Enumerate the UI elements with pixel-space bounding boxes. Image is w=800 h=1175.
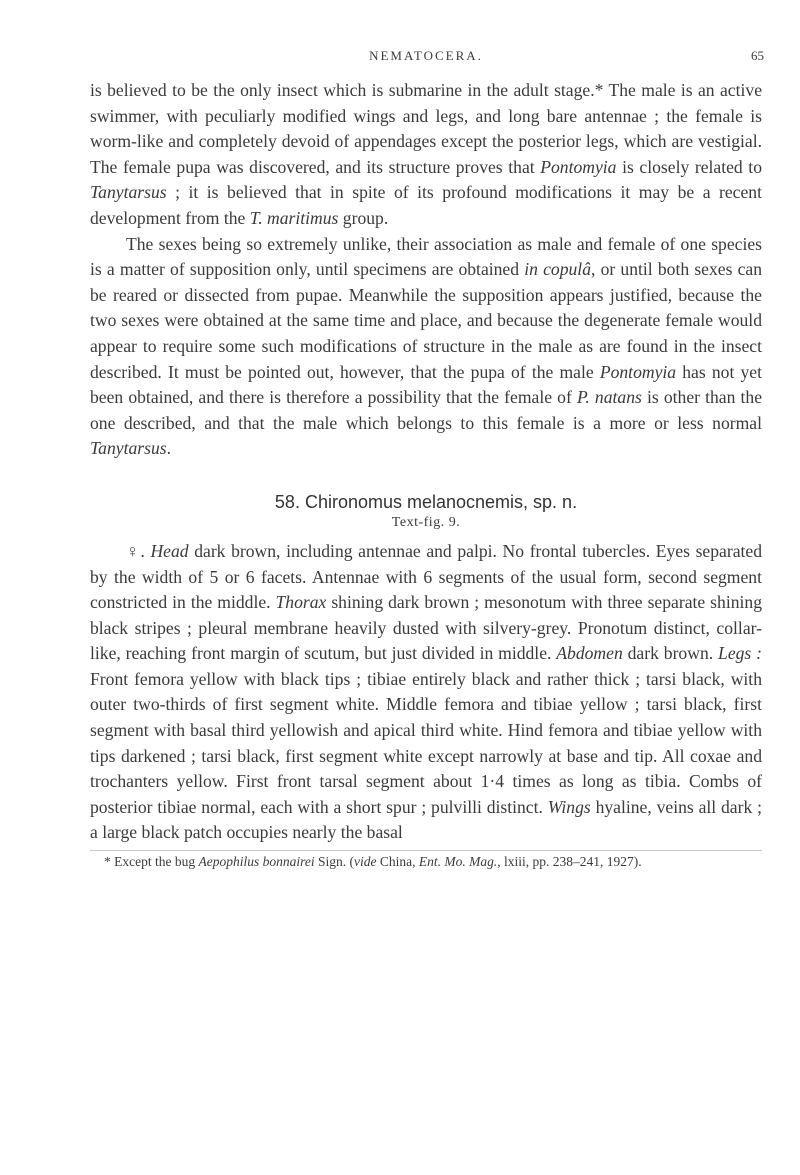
running-head-title: NEMATOCERA. [369,48,483,63]
paragraph-pontomyia-intro: is believed to be the only insect which is submarine in the adult stage.* The male is an active swimmer, with peculiarly modified wings and legs, and long bare antennae ; the female is worm-like and completely devoid of appendages except the posterior legs, which are vestigial. The female pupa was discovered, and its structure proves that Pontomyia is closely related to Tanytarsus ; it is believed that in spite of its profound modifications it may be a recent development from the T. maritimus group. [90,80,762,228]
footnote: * Except the bug Aepophilus bonnairei Sign. (vide China, Ent. Mo. Mag., lxiii, pp. 238–241, 1927). [104,854,642,870]
running-head [90,48,762,78]
footnote-divider [90,850,762,851]
species-description: ♀. Head dark brown, including antennae and palpi. No frontal tubercles. Eyes separated by the width of 5 or 6 facets. Antennae with 6 segments of the usual form, second segment constricted in the middle. Thorax shining dark brown ; mesonotum with three separate shining black stripes ; pleural membrane heavily dusted with silvery-grey. Pronotum distinct, collar-like, reaching front margin of scutum, but just divided in middle. Abdomen dark brown. Legs : Front femora yellow with black tips ; tibiae entirely black and rather thick ; tarsi black, with outer two-thirds of first segment white. Middle femora and tibiae yellow ; tarsi black, first segment with basal third yellowish and apical third white. Hind femora and tibiae yellow with tips darkened ; tarsi black, first segment white except narrowly at base and tip. All coxae and trochanters yellow. First front tarsal segment about 1·4 times as long as tibia. Combs of posterior tibiae normal, each with a short spur ; pulvilli distinct. Wings hyaline, veins all dark ; a large black patch occupies nearly the basal [90,540,763,843]
paragraph-sexes-association: The sexes being so extremely unlike, their association as male and female of one species is a matter of supposition only, until specimens are obtained in copulâ, or until both sexes can be reared or dissected from pupae. Meanwhile the supposition appears justified, because the two sexes were obtained at the same time and place, and because the degenerate female would appear to require some such modifications of structure in the male as are found in the insect described. It must be pointed out, however, that the pupa of the male Pontomyia has not yet been obtained, and there is therefore a possibility that the female of P. natans is other than the one described, and that the male which belongs to this female is a more or less normal Tanytarsus. [90,233,763,459]
page-number: 65 [751,48,764,63]
book-page [90,48,762,870]
species-heading: 58. Chironomus melanocnemis, sp. n. [274,491,578,512]
figure-reference: Text-fig. 9. [391,514,461,530]
